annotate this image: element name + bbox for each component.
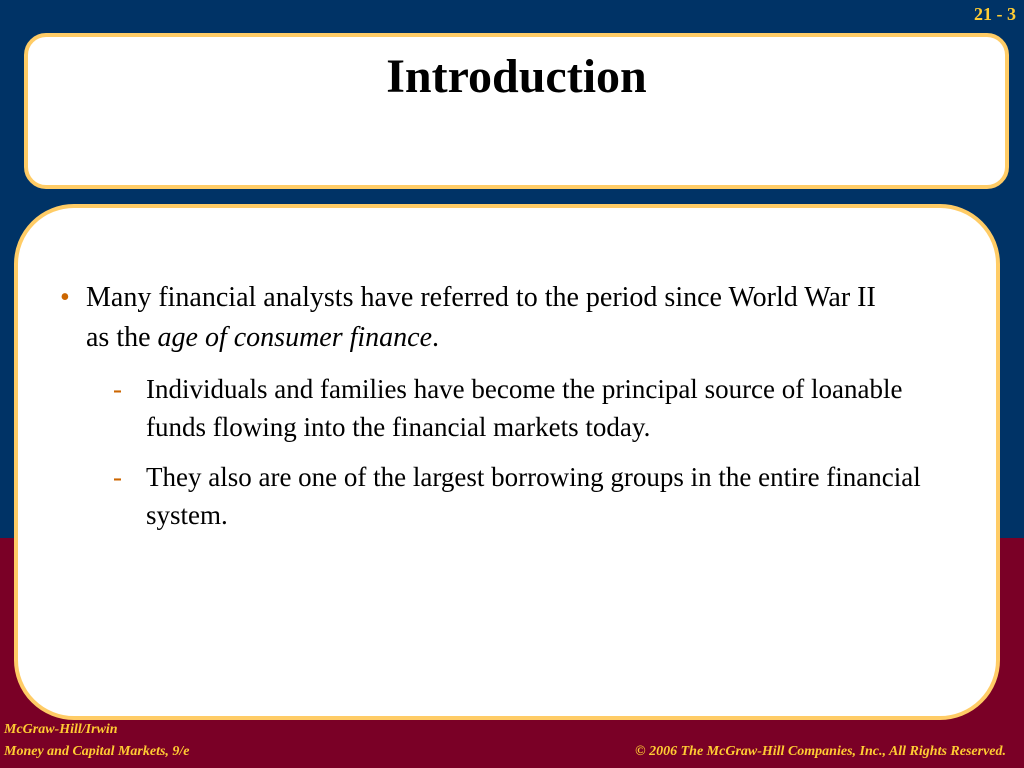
slide-number: 21 - 3	[974, 4, 1016, 24]
bullet-text	[86, 278, 906, 358]
bullet-emphasis: age of consumer finance	[157, 322, 433, 353]
subbullet-marker: -	[113, 462, 122, 492]
footer-book-title: Money and Capital Markets, 9/e	[4, 744, 190, 759]
title-panel	[24, 33, 1009, 189]
footer-publisher: McGraw-Hill/Irwin	[4, 722, 118, 737]
bullet-text-after: .	[432, 322, 440, 353]
footer-copyright: © 2006 The McGraw-Hill Companies, Inc., All Rights Reserved.	[635, 744, 1006, 759]
bullet-marker: •	[60, 282, 70, 313]
subbullet-text: They also are one of the largest borrowing groups in the entire financial system.	[146, 462, 921, 530]
subbullet-marker: -	[113, 374, 122, 404]
bullet-text-before: Many financial analysts have referred to the period since World War II as the	[86, 282, 876, 353]
subbullet-text: Individuals and families have become the principal source of loanable funds flowing into the financial markets today.	[146, 374, 903, 442]
slide-title: Introduction	[386, 50, 647, 103]
